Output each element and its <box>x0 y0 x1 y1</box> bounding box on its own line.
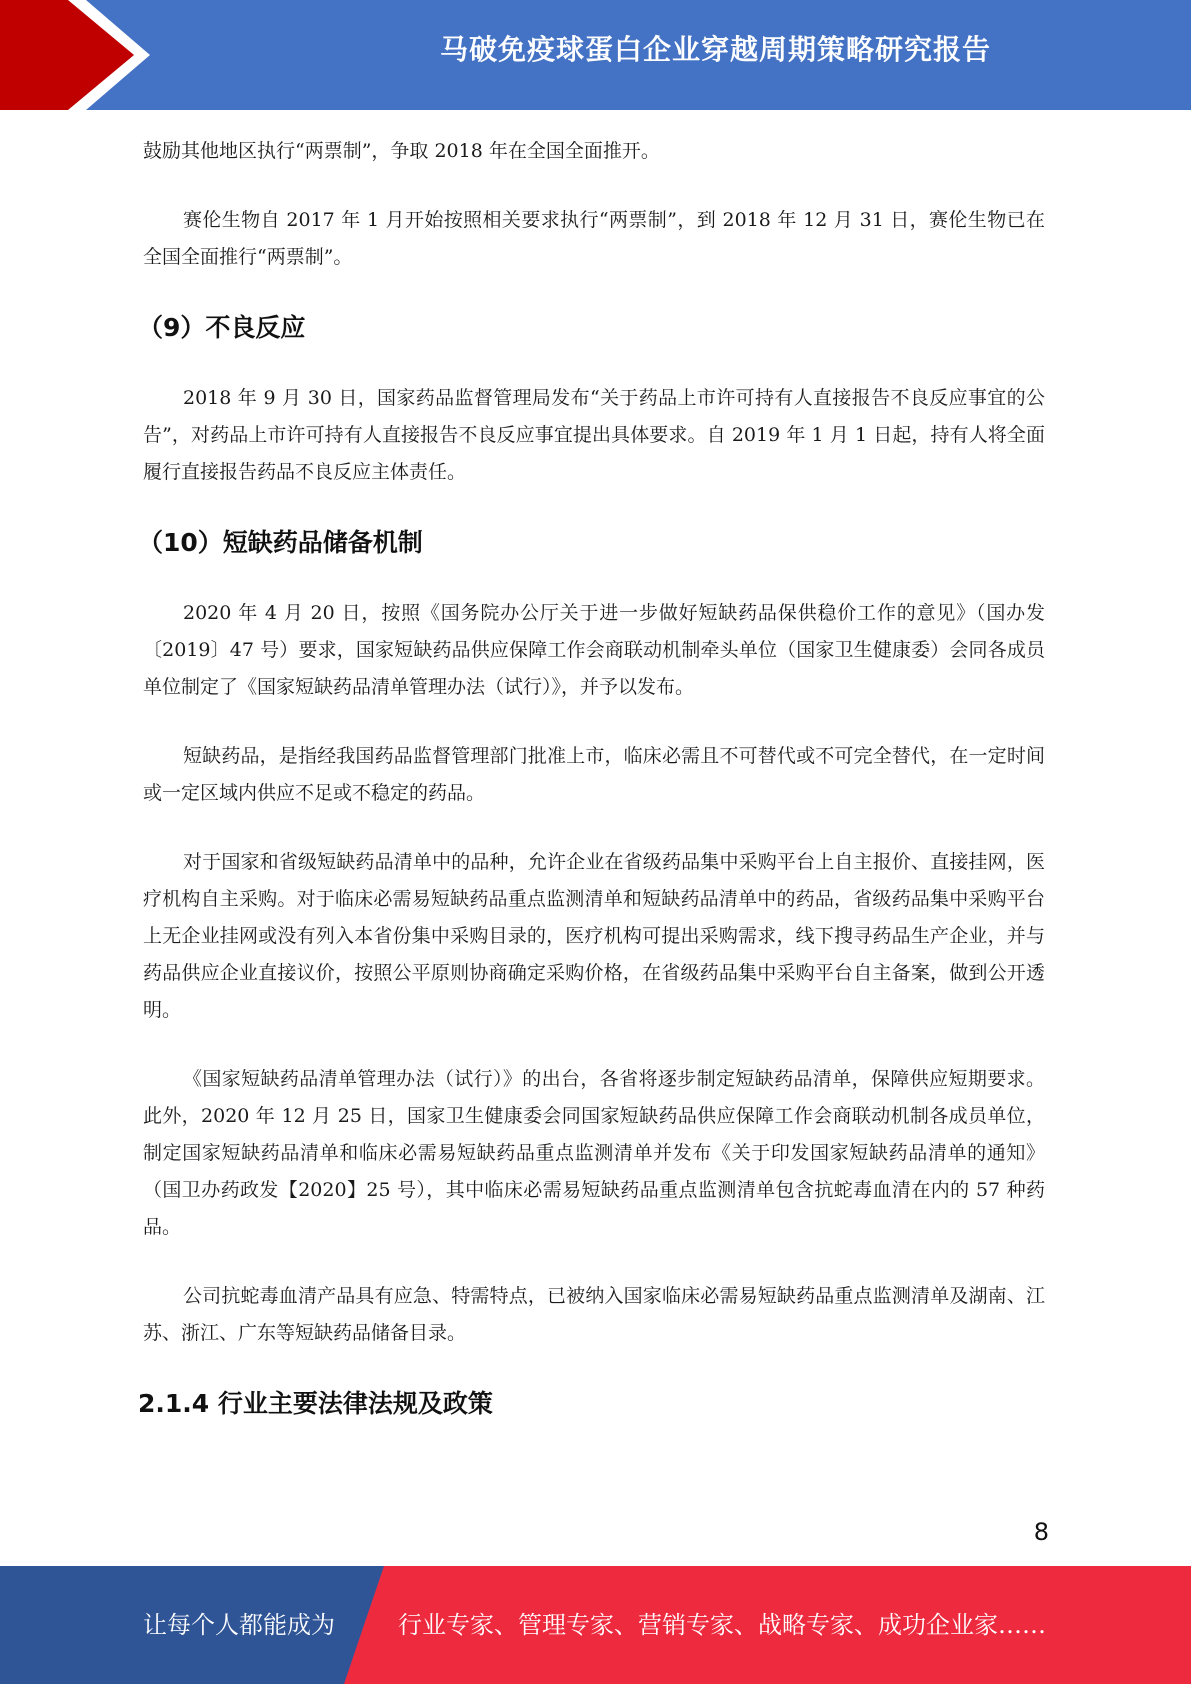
page-header <box>0 0 1191 110</box>
footer-slogan-left: 让每个人都能成为 <box>143 1611 335 1639</box>
document-body <box>138 130 1045 1456</box>
paragraph-two-invoice-intro: 鼓励其他地区执行“两票制”，争取 2018 年在全国全面推开。 <box>143 140 660 162</box>
paragraph-shortage-list: 《国家短缺药品清单管理办法（试行）》的出台，各省将逐步制定短缺药品清单，保障供应短期要求。此外，2020 年 12 月 25 日，国家卫生健康委会同国家短缺药品供应保障工作会商联动机制各成员单位，制定国家短缺药品清单和临床必需易短缺药品重点监测清单并发布《关于印发国家短缺药品清单的通知》（国卫办药政发【2020】25 号），其中临床必需易短缺药品重点监测清单包含抗蛇毒血清在内的 57 种药品。 <box>143 1068 1045 1238</box>
section-heading-adverse-reactions: （9）不良反应 <box>138 313 306 342</box>
paragraph-company-antivenom: 公司抗蛇毒血清产品具有应急、特需特点，已被纳入国家临床必需易短缺药品重点监测清单及湖南、江苏、浙江、广东等短缺药品储备目录。 <box>143 1285 1045 1344</box>
paragraph-shortage-definition: 短缺药品，是指经我国药品监督管理部门批准上市，临床必需且不可替代或不可完全替代，在一定时间或一定区域内供应不足或不稳定的药品。 <box>143 745 1045 804</box>
report-title: 马破免疫球蛋白企业穿越周期策略研究报告 <box>439 33 991 66</box>
section-heading-shortage-reserve: （10）短缺药品储备机制 <box>138 528 423 557</box>
paragraph-adverse-reactions: 2018 年 9 月 30 日，国家药品监督管理局发布“关于药品上市许可持有人直接报告不良反应事宜的公告”，对药品上市许可持有人直接报告不良反应事宜提出具体要求。自 2019 年 1 月 1 日起，持有人将全面履行直接报告药品不良反应主体责任。 <box>143 387 1045 483</box>
page-number: 8 <box>1033 1518 1049 1546</box>
section-heading-laws-policies: 2.1.4 行业主要法律法规及政策 <box>138 1389 493 1418</box>
footer-slogan-right: 行业专家、管理专家、营销专家、战略专家、成功企业家…… <box>398 1611 1046 1639</box>
paragraph-two-invoice-company: 赛伦生物自 2017 年 1 月开始按照相关要求执行“两票制”，到 2018 年 12 月 31 日，赛伦生物已在全国全面推行“两票制”。 <box>143 209 1045 268</box>
paragraph-shortage-procurement: 对于国家和省级短缺药品清单中的品种，允许企业在省级药品集中采购平台上自主报价、直接挂网，医疗机构自主采购。对于临床必需易短缺药品重点监测清单和短缺药品清单中的药品，省级药品集中采购平台上无企业挂网或没有列入本省份集中采购目录的，医疗机构可提出采购需求，线下搜寻药品生产企业，并与药品供应企业直接议价，按照公平原则协商确定采购价格，在省级药品集中采购平台自主备案，做到公开透明。 <box>143 851 1045 1021</box>
paragraph-shortage-policy: 2020 年 4 月 20 日，按照《国务院办公厅关于进一步做好短缺药品保供稳价工作的意见》（国办发〔2019〕47 号）要求，国家短缺药品供应保障工作会商联动机制牵头单位（国家卫生健康委）会同各成员单位制定了《国家短缺药品清单管理办法（试行）》，并予以发布。 <box>143 602 1045 698</box>
page-footer <box>0 1566 1191 1684</box>
